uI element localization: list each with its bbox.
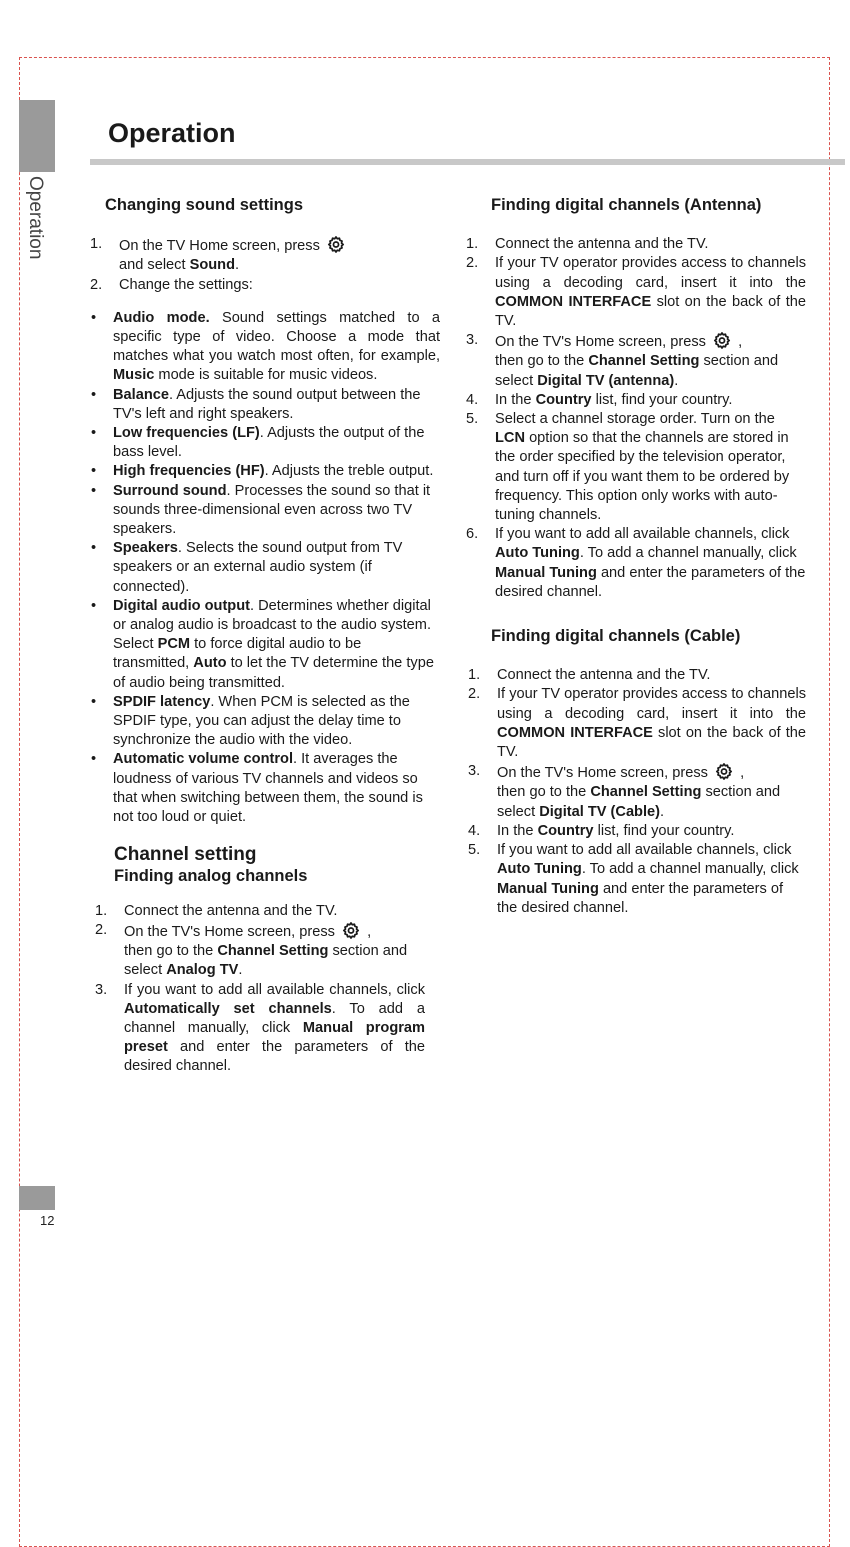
right-column (466, 196, 806, 918)
list-item: 1. Connect the antenna and the TV. (468, 667, 711, 684)
list-item: 2. On the TV's Home screen, press , then go to the Channel Setting section and select Analog TV. (95, 921, 408, 979)
list-item: 1. Connect the antenna and the TV. (95, 902, 338, 919)
list-item: 1. Connect the antenna and the TV. (466, 236, 709, 253)
section-tab (19, 100, 55, 172)
left-column (90, 196, 440, 1077)
sound-heading: Changing sound settings (105, 196, 303, 214)
side-section-label: Operation (25, 176, 46, 260)
antenna-steps (466, 235, 806, 602)
list-item: 1. On the TV Home screen, press and select Sound. (90, 235, 440, 275)
gear-icon (712, 331, 732, 350)
list-item: • Digital audio output. Determines whether digital or analog audio is broadcast to the audio system. Select PCM to force digital audio to be transmitted, Auto to let the TV determine the type of audio being transmitted. (91, 597, 434, 691)
list-item: 2. If your TV operator provides access to channels using a decoding card, insert it into the COMMON INTERFACE slot on the back of the TV. (466, 255, 806, 330)
gear-icon (326, 235, 346, 254)
list-item: • Automatic volume control. It averages the loudness of various TV channels and videos so that when switching between them, the sound is not too loud or quiet. (91, 751, 423, 826)
list-item: 3. On the TV's Home screen, press , then go to the Channel Setting section and select Digital TV (Cable). (468, 763, 781, 820)
analog-steps (95, 902, 425, 1077)
list-item: 2. Change the settings: (90, 276, 253, 293)
sound-steps (90, 235, 440, 295)
list-item: 5. If you want to add all available channels, click Auto Tuning. To add a channel manually, click Manual Tuning and enter the parameters of the desired channel. (468, 842, 799, 916)
list-item: 5. Select a channel storage order. Turn on the LCN option so that the channels are stored in the order specified by the television operator, and turn off if you want them to be ordered by frequency. This option only works with auto-tuning channels. (466, 411, 790, 524)
list-item: • Balance. Adjusts the sound output between the TV's left and right speakers. (91, 386, 421, 422)
cable-heading: Finding digital channels (Cable) (491, 627, 741, 646)
list-item: • Speakers. Selects the sound output from TV speakers or an external audio system (if connected). (91, 540, 403, 595)
list-item: 4. In the Country list, find your country. (466, 391, 733, 408)
list-item: • SPDIF latency. When PCM is selected as the SPDIF type, you can adjust the delay time to synchronize the audio with the video. (91, 693, 410, 749)
list-item: • Low frequencies (LF). Adjusts the output of the bass level. (91, 425, 425, 461)
gear-icon (341, 921, 361, 940)
list-item: 6. If you want to add all available channels, click Auto Tuning. To add a channel manually, click Manual Tuning and enter the parameters of the desired channel. (466, 526, 806, 600)
list-item: 2. If your TV operator provides access to channels using a decoding card, insert it into the COMMON INTERFACE slot on the back of the TV. (468, 686, 807, 761)
list-item: 3. If you want to add all available channels, click Automatically set channels. To add a channel manually, click Manual program preset and enter the parameters of the desired channel. (95, 981, 426, 1075)
list-item: 3. On the TV's Home screen, press , then go to the Channel Setting section and select Digital TV (antenna). (466, 332, 779, 389)
sound-settings-list (90, 309, 440, 827)
cable-steps (468, 666, 806, 918)
antenna-heading: Finding digital channels (Antenna) (491, 196, 762, 214)
title-rule (90, 159, 845, 165)
list-item: 4. In the Country list, find your country. (468, 822, 735, 839)
gear-icon (714, 762, 734, 781)
list-item: • Surround sound. Processes the sound so that it sounds three-dimensional even across two TV speakers. (91, 482, 431, 538)
list-item: • High frequencies (HF). Adjusts the treble output. (91, 463, 434, 480)
page-number: 12 (40, 1213, 55, 1228)
list-item: • Audio mode. Sound settings matched to a specific type of video. Choose a mode that matches what you watch most often, for example, Music mode is suitable for music videos. (91, 309, 440, 384)
analog-heading: Finding analog channels (114, 866, 308, 885)
channel-setting-heading: Channel setting (114, 844, 257, 866)
page-title: Operation (108, 118, 236, 148)
page-number-tab (19, 1186, 55, 1210)
